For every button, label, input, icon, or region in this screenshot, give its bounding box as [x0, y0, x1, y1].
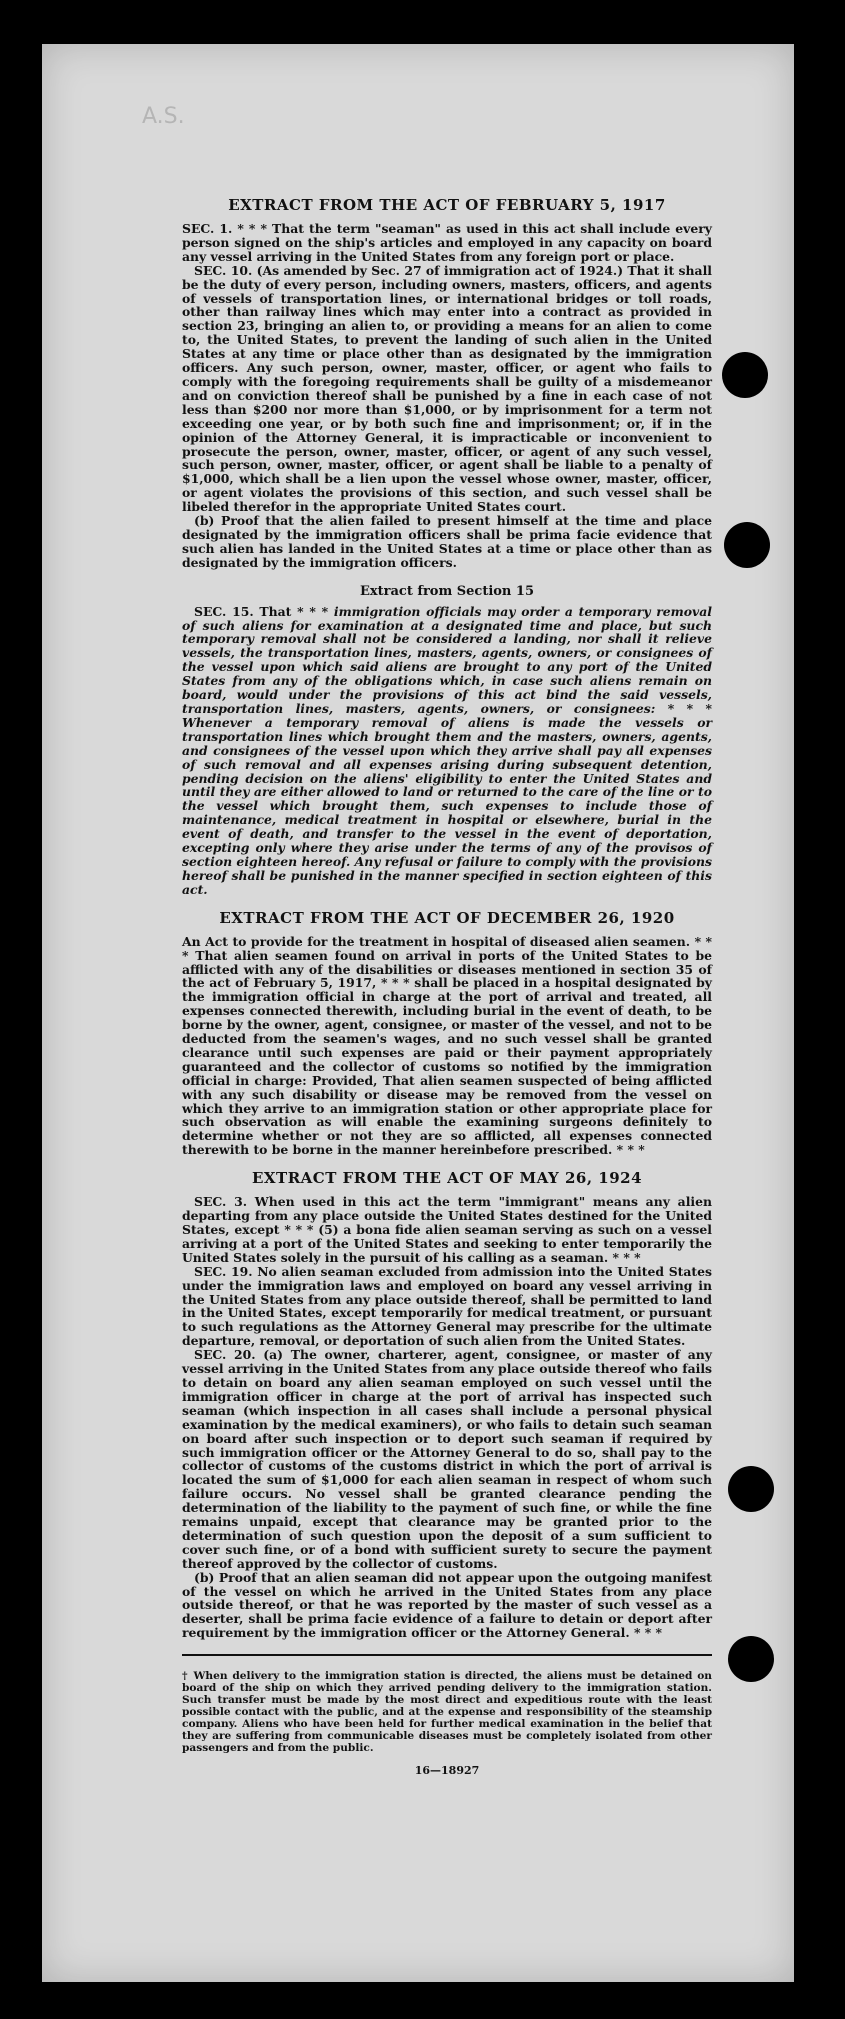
paragraph: (b) Proof that an alien seaman did not appear upon the outgoing manifest of the vessel on which he arrived in the United States from any place outside thereof, or that he was reported by the master of such vessel as a deserter, shall be prima facie evidence of a failure to detain or deport after requirement by the immigration officer or the Attorney General. * * *: [182, 1569, 712, 1641]
stray-handwritten-mark: A.S.: [142, 104, 185, 129]
act-1924-section: [182, 1169, 712, 1640]
document-body: [182, 196, 712, 1788]
act-1917-section: [182, 196, 712, 570]
punch-hole: [722, 352, 768, 398]
paragraph: SEC. 10. (As amended by Sec. 27 of immigration act of 1924.) That it shall be the duty of every person, including owners, masters, officers, and agents of vessels of transportation lines, or international bridges or toll roads, other than railway lines which may enter into a contract as provided in section 23, bringing an alien to, or providing a means for an alien to come to, the United States, to prevent the landing of such alien in the United States at any time or place other than as designated by the immigration officers. Any such person, owner, master, officer, or agent who fails to comply with the foregoing requirements shall be guilty of a misdemeanor and on conviction thereof shall be punished by a fine in each case of not less than $200 nor more than $1,000, or by imprisonment for a term not exceeding one year, or by both such fine and imprisonment; or, if in the opinion of the Attorney General, it is impracticable or inconvenient to prosecute the person, owner, master, officer, or agent of any such vessel, such person, owner, master, officer, or agent shall be liable to a penalty of $1,000, which shall be a lien upon the vessel whose owner, master, officer, or agent violates the provisions of this section, and such vessel shall be libeled therefor in the appropriate United States court.: [182, 262, 712, 515]
punch-hole: [728, 1636, 774, 1682]
paragraph: SEC. 3. When used in this act the term "immigrant" means any alien departing from any place outside the United States destined for the United States, except * * * (5) a bona fide alien seaman serving as such on a vessel arriving at a port of the United States and seeking to enter temporarily the United States solely in the pursuit of his calling as a seaman. * * *: [182, 1194, 712, 1265]
paragraph: SEC. 1. * * * That the term "seaman" as used in this act shall include every person signed on the ship's articles and employed in any capacity on board any vessel arriving in the United States from any foreign port or place.: [182, 221, 712, 264]
form-number: 16—18927: [414, 1764, 480, 1778]
paragraph: SEC. 19. No alien seaman excluded from admission into the United States under the immigration laws and employed on board any vessel arriving in the United States from any place outside thereof, shall be permitted to land in the United States, except temporarily for medical treatment, or pursuant to such regulations as the Attorney General may prescribe for the ultimate departure, removal, or deportation of such alien from the United States.: [182, 1263, 712, 1349]
section-subheading: Extract from Section 15: [359, 583, 535, 599]
section-heading: EXTRACT FROM THE ACT OF DECEMBER 26, 1920: [219, 908, 675, 927]
punch-hole: [728, 1466, 774, 1512]
section-15-extract: [182, 584, 712, 897]
paragraph: SEC. 20. (a) The owner, charterer, agent, consignee, or master of any vessel arriving in the United States from any place outside thereof who fails to detain on board any alien seaman employed on such vessel until the immigration officer in charge at the port of arrival has inspected such seaman (which inspection in all cases shall include a personal physical examination by the medical examiners), or who fails to detain such seaman on board after such inspection or to deport such seaman if required by such immigration officer or the Attorney General to do so, shall pay to the collector of customs of the customs district in which the port of arrival is located the sum of $1,000 for each alien seaman in respect of whom such failure occurs. No vessel shall be granted clearance pending the determination of the liability to the payment of such fine, or while the fine remains unpaid, except that clearance may be granted prior to the determination of such question upon the deposit of a sum sufficient to cover such fine, or of a bond with sufficient surety to secure the payment thereof approved by the collector of customs.: [182, 1347, 712, 1571]
punch-hole: [724, 522, 770, 568]
section-15-text: immigration officials may order a temporary removal of such aliens for examination at a designated time and place, but such temporary removal shall not be considered a landing, nor shall it relieve vessels, the transportation lines, masters, agents, owners, or consignees of the vessel upon which said aliens are brought to any port of the United States from any of the obligations which, in case such aliens remain on board, would under the provisions of this act bind the said vessels, transportation lines, masters, agents, owners, or consignees: * * * Whenever a temporary removal of aliens is made the vessels or transportation lines which brought them and the masters, owners, agents, and consignees of the vessel upon which they arrive shall pay all expenses of such removal and all expenses arising during subsequent detention, pending decision on the aliens' eligibility to enter the United States and until they are either allowed to land or returned to the care of the line or to the vessel which brought them, such expenses to include those of maintenance, medical treatment in hospital or elsewhere, burial in the event of death, and transfer to the vessel in the event of deportation, excepting only where they arise under the terms of any of the provisos of section eighteen hereof. Any refusal or failure to comply with the provisions hereof shall be punished in the manner specified in section eighteen of this act.: [182, 603, 712, 897]
paragraph: (b) Proof that the alien failed to present himself at the time and place designated by the immigration officers shall be prima facie evidence that such alien has landed in the United States at a time or place other than as designated by the immigration officers.: [182, 513, 712, 570]
act-1920-section: [182, 909, 712, 1158]
footnote: † When delivery to the immigration station is directed, the aliens must be detained on board of the ship on which they arrived pending delivery to the immigration station. Such transfer must be made by the most direct and expeditious route with the least possible contact with the public, and at the expense and responsibility of the steamship company. Aliens who have been held for further medical examination in the belief that they are suffering from communicable diseases must be completely isolated from other passengers and from the public.: [182, 1670, 712, 1755]
section-lead: SEC. 15. That * * *: [194, 603, 329, 619]
footnote-divider: [182, 1654, 712, 1656]
paragraph: An Act to provide for the treatment in hospital of diseased alien seamen. * * * That alien seamen found on arrival in ports of the United States to be afflicted with any of the disabilities or diseases mentioned in section 35 of the act of February 5, 1917, * * * shall be placed in a hospital designated by the immigration official in charge at the port of arrival and treated, all expenses connected therewith, including burial in the event of death, to be borne by the owner, agent, consignee, or master of the vessel, and not to be deducted from the seamen's wages, and no such vessel shall be granted clearance until such expenses are paid or their payment appropriately guaranteed and the collector of customs so notified by the immigration official in charge: Provided, That alien seamen suspected of being afflicted with any such disability or disease may be removed from the vessel on which they arrive to an immigration station or other appropriate place for such observation as will enable the examining surgeons definitely to determine whether or not they are so afflicted, all expenses connected therewith to be borne in the manner hereinbefore prescribed. * * *: [182, 933, 712, 1158]
section-heading: EXTRACT FROM THE ACT OF MAY 26, 1924: [251, 1169, 643, 1188]
section-heading: EXTRACT FROM THE ACT OF FEBRUARY 5, 1917: [228, 196, 666, 214]
